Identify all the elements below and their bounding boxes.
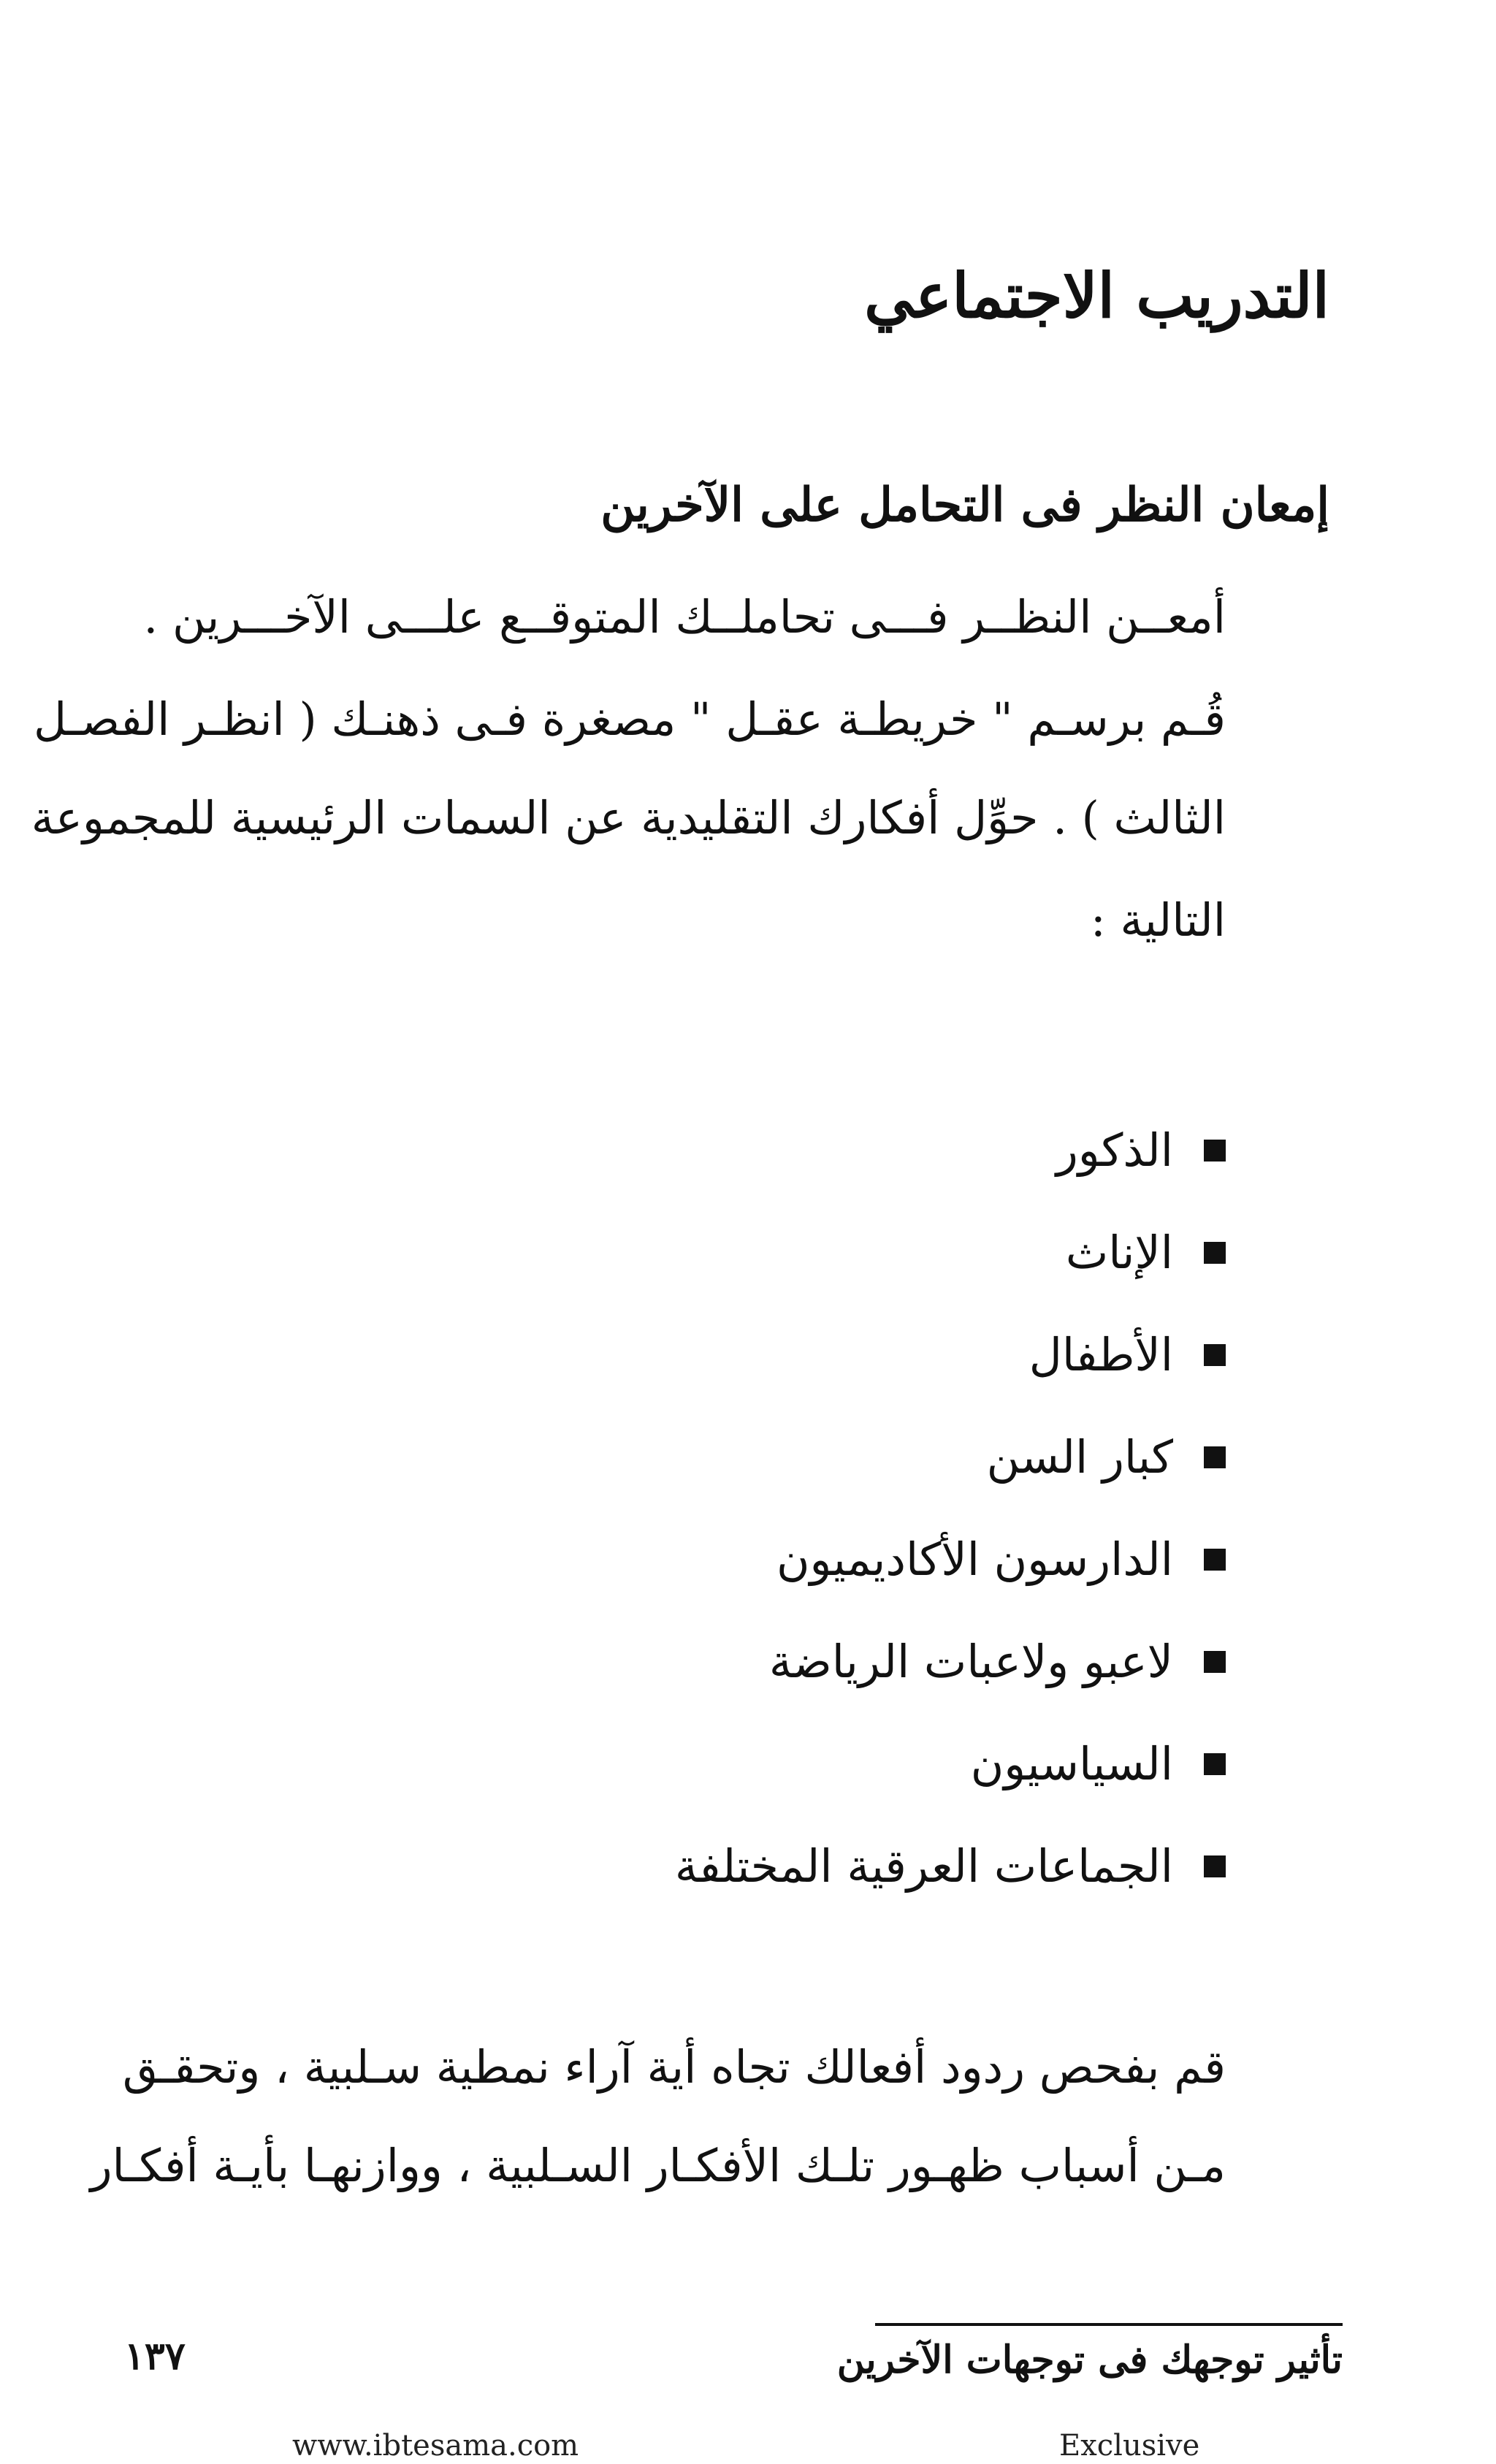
list-item-label: الإناث xyxy=(1065,1225,1173,1279)
list-item xyxy=(349,1815,1226,1918)
square-bullet-icon xyxy=(1204,1344,1226,1366)
intro-line-4: التالية : xyxy=(1090,893,1226,947)
site-watermark: www.ibtesama.com xyxy=(292,2429,579,2463)
footer-divider xyxy=(875,2323,1343,2326)
square-bullet-icon xyxy=(1204,1140,1226,1162)
intro-line-1: أمعــن النظــر فـــى تحاملــك المتوقــع علـــى الآخـــرين . xyxy=(143,590,1226,644)
square-bullet-icon xyxy=(1204,1753,1226,1775)
exclusive-tag: Exclusive xyxy=(1059,2429,1200,2463)
list-item-label: الأطفال xyxy=(1028,1327,1173,1381)
list-item xyxy=(349,1099,1226,1202)
square-bullet-icon xyxy=(1204,1242,1226,1264)
page-number: ١٣٧ xyxy=(124,2334,186,2379)
list-item xyxy=(349,1304,1226,1406)
closing-line-1: قم بفحص ردود أفعالك تجاه أية آراء نمطية سـلبية ، وتحقـق xyxy=(122,2040,1226,2094)
closing-line-2: مـن أسباب ظهـور تلـك الأفكـار السـلبية ، ووازنهـا بأيـة أفكـار xyxy=(90,2139,1226,2192)
list-item xyxy=(349,1202,1226,1304)
list-item xyxy=(349,1611,1226,1713)
list-item xyxy=(349,1406,1226,1508)
running-footer-title: تأثير توجهك فى توجهات الآخرين xyxy=(836,2338,1343,2382)
square-bullet-icon xyxy=(1204,1549,1226,1571)
list-item-label: لاعبو ولاعبات الرياضة xyxy=(768,1634,1173,1688)
list-item-label: الدارسون الأكاديميون xyxy=(776,1532,1173,1586)
intro-line-3: الثالث ) . حوِّل أفكارك التقليدية عن السمات الرئيسية للمجموعة xyxy=(31,791,1226,844)
list-item-label: السياسيون xyxy=(970,1736,1173,1790)
sub-heading: إمعان النظر فى التحامل على الآخرين xyxy=(600,478,1329,533)
groups-list xyxy=(349,1099,1226,1918)
intro-line-2: قُـم برسـم " خريطـة عقـل " مصغرة فـى ذهنـك ( انظـر الفصـل xyxy=(33,693,1226,746)
list-item xyxy=(349,1508,1226,1611)
section-title: التدريب الاجتماعي xyxy=(864,259,1329,332)
square-bullet-icon xyxy=(1204,1855,1226,1877)
list-item-label: كبار السن xyxy=(986,1430,1173,1484)
square-bullet-icon xyxy=(1204,1446,1226,1468)
list-item-label: الذكور xyxy=(1056,1123,1173,1177)
list-item-label: الجماعات العرقية المختلفة xyxy=(674,1839,1173,1893)
list-item xyxy=(349,1713,1226,1815)
square-bullet-icon xyxy=(1204,1651,1226,1673)
